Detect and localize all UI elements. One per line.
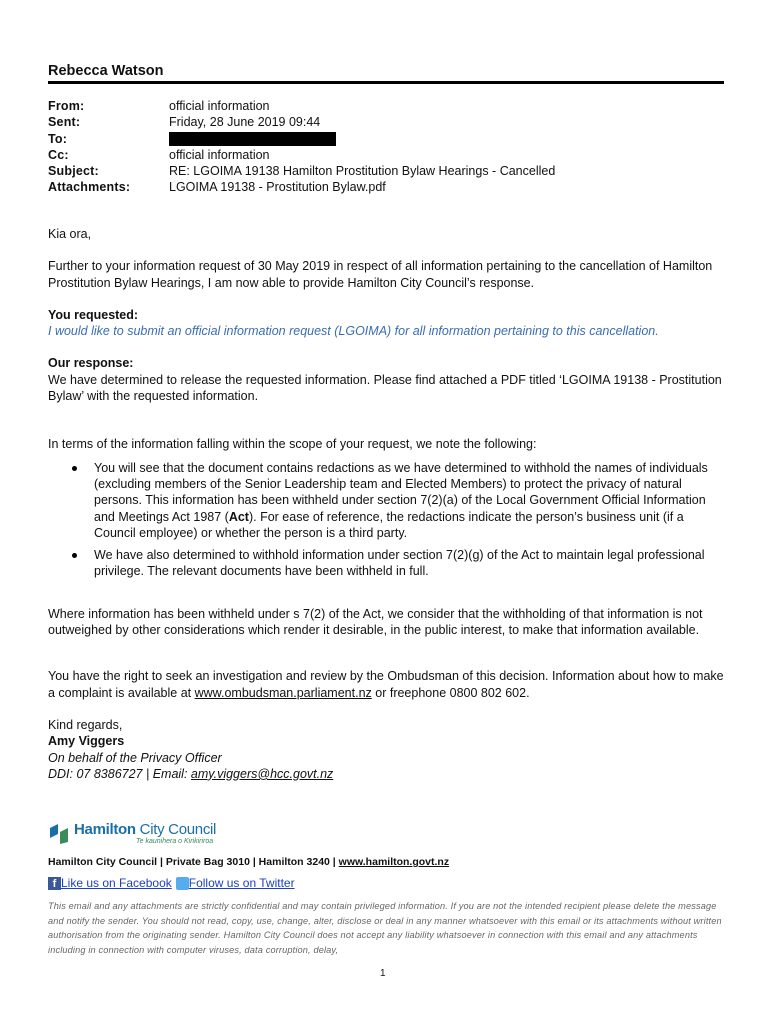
bullet-list (48, 460, 724, 580)
withheld-paragraph: Where information has been withheld under s 7(2) of the Act, we consider that the withholding of that information is not outweighed by other considerations which render it desirable, in the public interest, to make that information available. (48, 606, 703, 638)
ombudsman-link[interactable]: www.ombudsman.parliament.nz (194, 685, 372, 700)
logo-main-text: Hamilton (74, 821, 136, 838)
twitter-link[interactable]: Follow us on Twitter (188, 876, 295, 890)
regards: Kind regards, (48, 717, 123, 732)
sent-label: Sent: (48, 115, 81, 130)
page-number: 1 (380, 968, 386, 979)
website-link[interactable]: www.hamilton.govt.nz (338, 856, 450, 868)
hcc-logo (48, 822, 216, 846)
attachments-label: Attachments: (48, 180, 131, 195)
subject-value: RE: LGOIMA 19138 Hamilton Prostitution Bylaw Hearings - Cancelled (169, 164, 556, 179)
signer-contact: DDI: 07 8386727 | Email: amy.viggers@hcc.govt.nz (48, 766, 334, 781)
ombudsman-paragraph: You have the right to seek an investigation and review by the Ombudsman of this decision. Information about how to make a complaint is available at www.ombudsman.parliament.nz or freephone 0800 802 602. (48, 669, 724, 700)
you-requested-heading: You requested: (48, 307, 139, 322)
logo-subtitle: Te kaunihera o Kirikiriroa (136, 838, 214, 845)
to-row (48, 131, 724, 147)
list-item: We have also determined to withhold information under section 7(2)(g) of the Act to maintain legal professional privilege. The relevant documents have been withheld in full. (48, 547, 724, 580)
attachments-row (48, 179, 724, 195)
intro-paragraph: Further to your information request of 30 May 2019 in respect of all information pertaining to the cancellation of Hamilton Prostitution Bylaw Hearings, I am now able to provide Hamilton City Council’s response. (48, 259, 713, 290)
header-divider (48, 81, 724, 84)
cc-value: official information (169, 147, 270, 162)
twitter-icon (176, 877, 189, 890)
greeting: Kia ora, (48, 227, 92, 241)
response-text: We have determined to release the requested information. Please find attached a PDF titled ‘LGOIMA 19138 - Prostitution Bylaw’ with the requested information. (48, 372, 722, 404)
cc-label: Cc: (48, 147, 69, 162)
from-row (48, 98, 724, 114)
cc-row (48, 147, 724, 163)
council-address: Hamilton City Council | Private Bag 3010 | Hamilton 3240 | www.hamilton.govt.nz (48, 856, 450, 868)
logo-mark-icon (48, 822, 70, 846)
bullet-dot (72, 553, 77, 558)
confidentiality-disclaimer: This email and any attachments are strictly confidential and may contain privileged information. If you are not the intended recipient please delete the message and notify the sender. You should not read, copy, use, change, alter, disclose or deal in any manner whatsoever with this email or its attachments without written authorisation from the originating sender. Hamilton City Council does not accept any liability whatsoever in connection with this email and any attachments including in connection with computer viruses, data corruption, delay, (48, 901, 722, 955)
list-item: You will see that the document contains redactions as we have determined to withhold the names of individuals (excluding members of the Senior Leadership team and Elected Members) to protect the privacy of natural persons. This information has been withheld under section 7(2)(a) of the Local Government Official Information and Meetings Act 1987 (Act). For ease of reference, the redactions indicate the person’s business unit (if a Council employee) or whether the person is a third party. (48, 460, 724, 541)
to-label: To: (48, 131, 68, 146)
signer-name: Amy Viggers (48, 734, 125, 749)
from-value: official information (169, 99, 270, 113)
our-response-heading: Our response: (48, 356, 134, 371)
redaction-bar (169, 132, 336, 146)
from-label: From: (48, 99, 85, 113)
bullet-dot (72, 466, 77, 471)
social-links (48, 876, 295, 890)
request-text: I would like to submit an official information request (LGOIMA) for all information pertaining to this cancellation. (48, 324, 659, 339)
email-link[interactable]: amy.viggers@hcc.govt.nz (190, 766, 334, 781)
scope-text: In terms of the information falling within the scope of your request, we note the following: (48, 437, 537, 452)
email-body (48, 226, 724, 782)
subject-row (48, 163, 724, 179)
facebook-link[interactable]: Like us on Facebook (61, 876, 172, 890)
email-header (48, 98, 724, 196)
mailbox-owner-name: Rebecca Watson (48, 63, 164, 79)
facebook-icon: f (48, 877, 61, 890)
signer-role: On behalf of the Privacy Officer (48, 750, 222, 765)
sent-row (48, 114, 724, 130)
sent-value: Friday, 28 June 2019 09:44 (169, 115, 321, 130)
logo-city-text: City Council (139, 821, 217, 838)
subject-label: Subject: (48, 164, 99, 179)
attachment-file[interactable]: LGOIMA 19138 - Prostitution Bylaw.pdf (169, 180, 386, 195)
